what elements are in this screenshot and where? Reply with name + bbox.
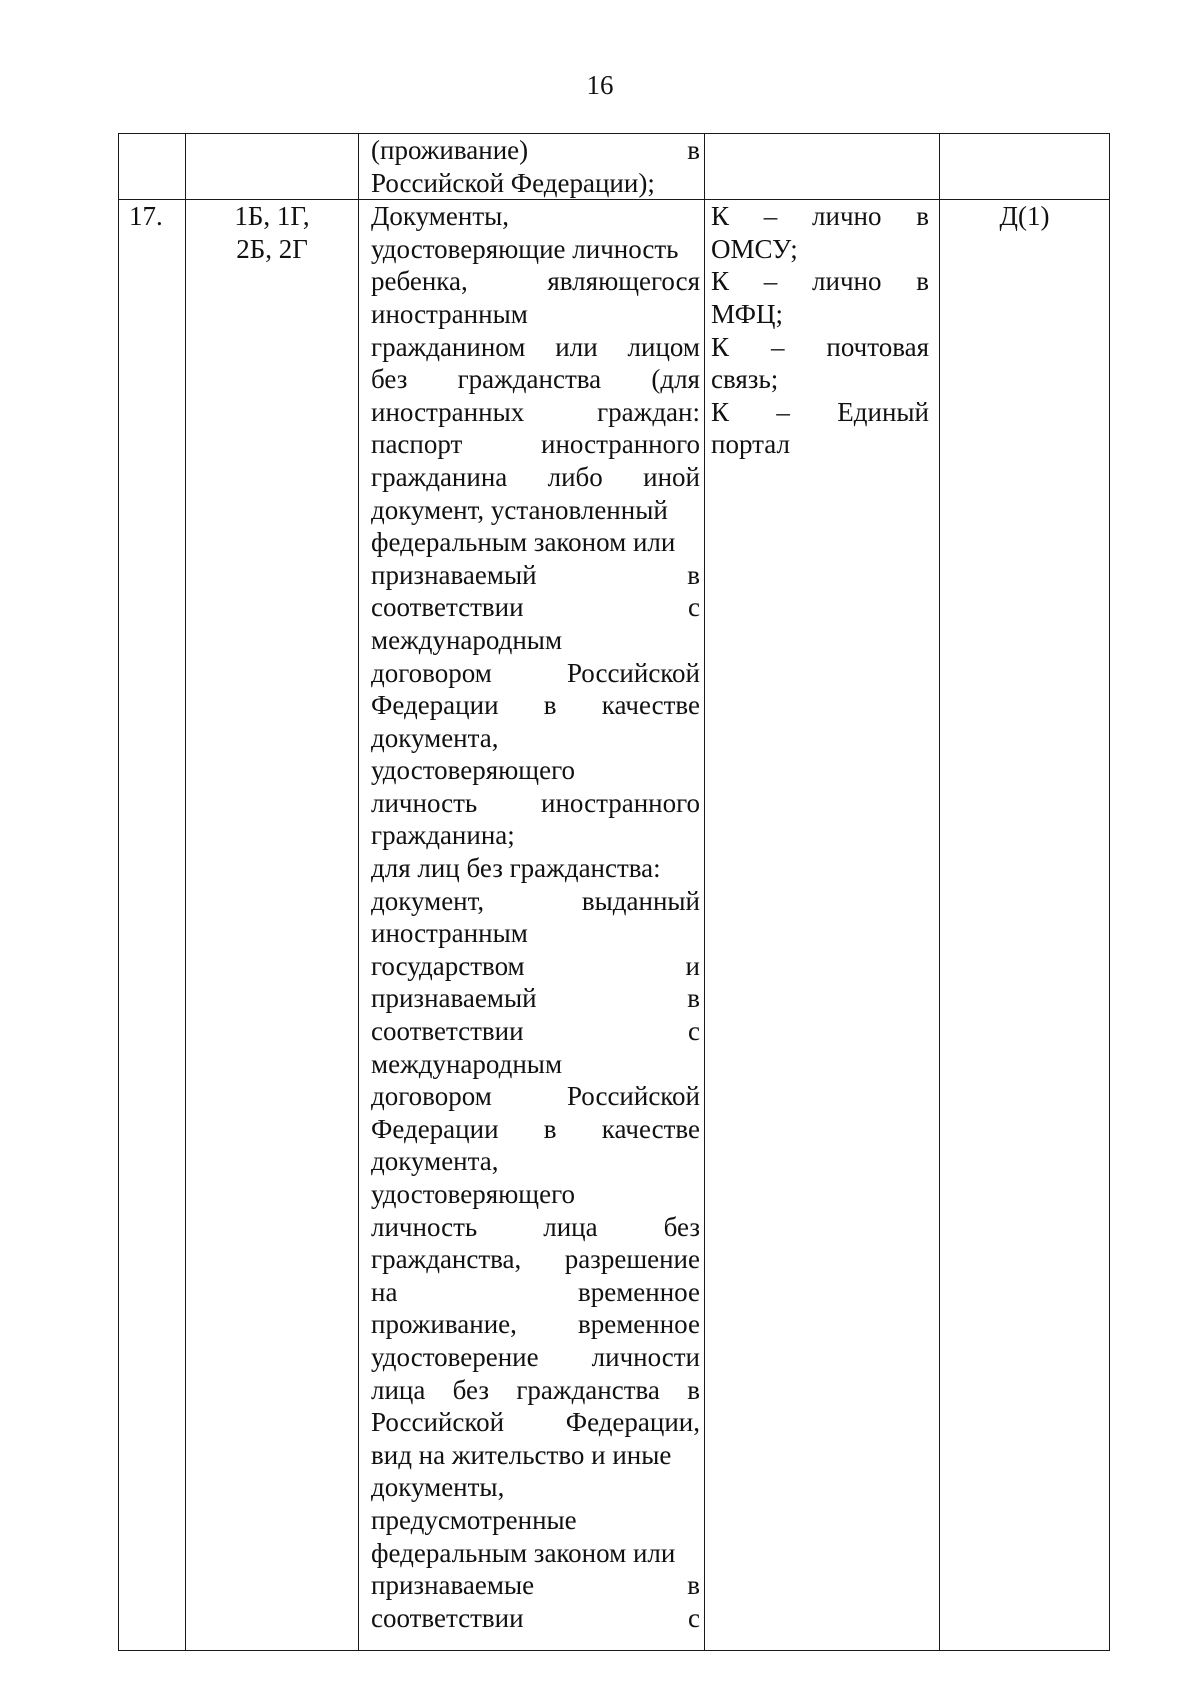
text-word: лица — [371, 1374, 426, 1405]
text-word: – — [776, 396, 790, 427]
text-word: выданный — [581, 885, 700, 916]
text-line: документы, — [371, 1472, 505, 1503]
text-word: лично — [812, 201, 882, 232]
text-word: Российской — [371, 1407, 505, 1438]
text-line — [371, 331, 700, 364]
row-number-cell — [119, 200, 186, 1651]
text-line: международным — [371, 1048, 563, 1079]
text-word: либо — [547, 461, 603, 492]
text-word: соответствии — [371, 592, 524, 623]
text-line — [711, 200, 929, 233]
text-line — [371, 559, 700, 592]
text-word: (проживание) — [371, 135, 529, 165]
text-line: иностранным — [371, 918, 528, 949]
cell-number-empty — [119, 134, 186, 200]
text-word: личности — [591, 1341, 700, 1372]
text-word: соответствии — [371, 1602, 524, 1633]
text-line: вид на жительство и иные — [371, 1439, 672, 1470]
text-word: документ, — [371, 885, 485, 916]
cell-codes-empty — [186, 134, 359, 200]
text-word: удостоверение — [371, 1341, 539, 1372]
text-word: Федерации, — [565, 1407, 700, 1438]
text-word: – — [763, 201, 778, 232]
text-line — [371, 1308, 700, 1341]
text-word: в — [687, 135, 700, 165]
row-number: 17. — [129, 201, 163, 232]
text-word: договором — [371, 1081, 492, 1112]
cell-documents-continued — [359, 134, 705, 200]
text-word: без — [371, 364, 408, 395]
text-line — [371, 591, 700, 624]
text-line: гражданина; — [371, 820, 515, 851]
text-line: Российской Федерации); — [371, 167, 655, 198]
text-word: на — [371, 1276, 398, 1307]
text-line — [371, 1569, 700, 1602]
text-line — [711, 396, 929, 429]
text-word: в — [543, 1113, 557, 1144]
text-line — [371, 363, 700, 396]
text-word: Федерации — [371, 1113, 499, 1144]
text-word: почтовая — [826, 331, 929, 362]
result-code: Д(1) — [999, 201, 1050, 232]
text-word: – — [770, 331, 785, 362]
table-row — [119, 200, 1110, 1651]
text-line — [371, 982, 700, 1015]
text-word: иностранного — [541, 787, 700, 818]
text-line — [711, 331, 929, 364]
text-word: Федерации — [371, 690, 499, 721]
text-word: признаваемые — [371, 1570, 535, 1601]
text-word: паспорт — [371, 429, 463, 460]
text-word: в — [687, 983, 700, 1014]
text-line: документа, — [371, 722, 499, 753]
text-line — [371, 1113, 700, 1146]
text-word: Российской — [566, 1081, 700, 1112]
text-word: ребенка, — [371, 266, 468, 297]
text-line: МФЦ; — [711, 298, 783, 329]
doc-lines — [371, 200, 700, 1634]
codes-line-2: 2Б, 2Г — [236, 233, 308, 264]
text-line: документа, — [371, 1146, 499, 1177]
text-line: связь; — [711, 364, 779, 395]
text-line: удостоверяющего — [371, 755, 575, 786]
text-word: личность — [371, 787, 478, 818]
table-row-continued — [119, 134, 1110, 200]
text-word: К — [711, 266, 730, 297]
text-line: иностранным — [371, 298, 528, 329]
text-line — [371, 1211, 700, 1244]
text-line: ОМСУ; — [711, 233, 798, 264]
text-word: договором — [371, 657, 492, 688]
text-word: с — [688, 1016, 700, 1047]
text-line: предусмотренные — [371, 1504, 577, 1535]
text-word: качестве — [601, 690, 700, 721]
text-line: международным — [371, 624, 563, 655]
text-word: личность — [371, 1211, 478, 1242]
text-line — [371, 689, 700, 722]
text-word: в — [916, 266, 929, 297]
text-word: лица — [543, 1211, 598, 1242]
cell-method-empty — [705, 134, 940, 200]
text-line — [371, 396, 700, 429]
text-line — [371, 787, 700, 820]
text-word: проживание, — [371, 1309, 517, 1340]
text-line — [371, 134, 700, 167]
text-word: лицом — [627, 331, 700, 362]
text-line — [371, 461, 700, 494]
text-word: в — [543, 690, 557, 721]
text-line: удостоверяющего — [371, 1179, 575, 1209]
text-line — [371, 657, 700, 690]
text-word: признаваемый — [371, 983, 537, 1014]
text-line — [371, 1602, 700, 1635]
text-line — [371, 885, 700, 918]
text-line — [371, 1015, 700, 1048]
text-word: Единый — [837, 396, 929, 427]
text-line: удостоверяющие личность — [371, 233, 679, 264]
codes-line-1: 1Б, 1Г, — [234, 201, 310, 232]
cell-result-empty — [940, 134, 1110, 200]
text-word: временное — [577, 1309, 700, 1340]
text-word: государством — [371, 950, 525, 981]
text-line — [371, 1341, 700, 1374]
text-word: признаваемый — [371, 559, 537, 590]
doc-lines — [371, 134, 700, 199]
codes-cell — [186, 200, 359, 1651]
text-word: в — [916, 201, 929, 232]
text-line: Документы, — [371, 201, 510, 232]
text-line: документ, установленный — [371, 494, 668, 525]
text-word: и — [685, 950, 700, 981]
text-word: с — [688, 1602, 700, 1633]
text-line — [371, 950, 700, 983]
result-cell — [940, 200, 1110, 1651]
text-word: в — [687, 559, 700, 590]
text-word: К — [711, 396, 730, 427]
text-line — [371, 1243, 700, 1276]
text-word: без — [663, 1211, 700, 1242]
text-word: иностранного — [541, 429, 700, 460]
text-word: или — [555, 331, 598, 362]
text-word: соответствии — [371, 1016, 524, 1047]
text-word: К — [711, 331, 730, 362]
text-line — [371, 1374, 700, 1407]
text-word: (для — [651, 364, 700, 395]
text-word: – — [763, 266, 778, 297]
text-word: без — [452, 1374, 490, 1405]
method-lines — [711, 200, 929, 461]
text-word: разрешение — [564, 1244, 700, 1275]
text-line: для лиц без гражданства: — [371, 853, 661, 884]
text-line: федеральным законом или — [371, 1537, 676, 1568]
text-word: временное — [577, 1276, 700, 1307]
text-word: с — [688, 592, 700, 623]
text-word: в — [687, 1374, 700, 1405]
text-word: гражданина — [371, 461, 508, 492]
text-word: Российской — [566, 657, 700, 688]
text-line — [371, 428, 700, 461]
text-word: лично — [812, 266, 882, 297]
text-word: являющегося — [547, 266, 700, 297]
page-number: 16 — [586, 70, 614, 100]
text-line — [371, 1276, 700, 1309]
submission-method-cell — [705, 200, 940, 1651]
text-word: гражданства — [516, 1374, 660, 1405]
text-word: К — [711, 201, 730, 232]
documents-cell — [359, 200, 705, 1651]
text-word: гражданства — [457, 364, 602, 395]
text-line — [371, 1406, 700, 1439]
text-line: портал — [711, 429, 790, 460]
text-word: в — [687, 1570, 700, 1601]
text-word: иностранных — [371, 396, 525, 427]
text-word: гражданином — [371, 331, 526, 362]
text-line — [371, 1080, 700, 1113]
requirements-table — [118, 133, 1110, 1651]
text-line: федеральным законом или — [371, 527, 676, 558]
text-word: гражданства, — [371, 1244, 522, 1275]
text-word: качестве — [601, 1113, 700, 1144]
text-word: граждан: — [597, 396, 700, 427]
text-line — [711, 265, 929, 298]
text-word: иной — [643, 461, 700, 492]
text-line — [371, 265, 700, 298]
